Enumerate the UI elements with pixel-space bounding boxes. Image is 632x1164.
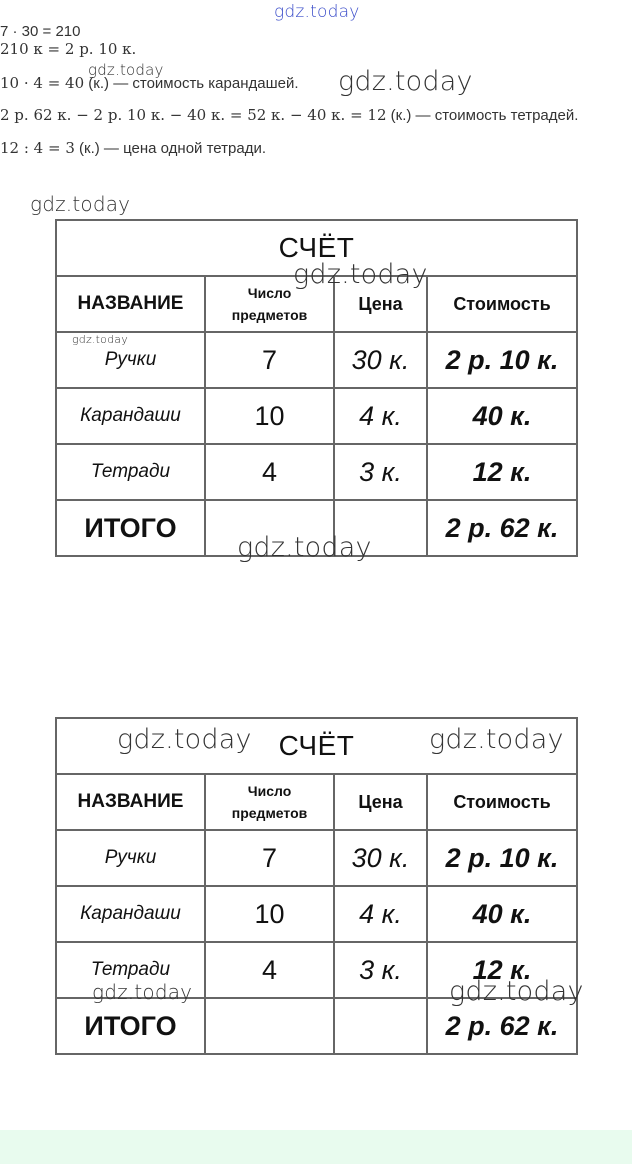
table-row <box>56 942 577 998</box>
item-price: 4 к. <box>334 388 427 444</box>
empty-cell <box>205 998 334 1054</box>
watermark: gdz.today <box>30 192 131 216</box>
header-name: НАЗВАНИЕ <box>56 774 205 830</box>
header-cost: Стоимость <box>427 774 577 830</box>
total-row <box>56 500 577 556</box>
watermark: gdz.today <box>88 61 164 79</box>
watermark: gdz.today <box>72 333 128 346</box>
table-row <box>56 444 577 500</box>
total-label: ИТОГО <box>56 998 205 1054</box>
item-price: 30 к. <box>334 830 427 886</box>
total-cost: 2 р. 62 к. <box>427 998 577 1054</box>
empty-cell <box>334 998 427 1054</box>
bill-table-2 <box>55 717 578 1055</box>
item-name: Карандаши <box>56 388 205 444</box>
empty-cell <box>205 500 334 556</box>
solution-line-4: 12 : 4 = 3 (к.) — цена одной тетради. <box>0 139 266 157</box>
item-cost: 12 к. <box>427 444 577 500</box>
bill-title: СЧЁТ <box>56 220 577 276</box>
item-cost: 40 к. <box>427 886 577 942</box>
item-price: 30 к. <box>334 332 427 388</box>
total-cost: 2 р. 62 к. <box>427 500 577 556</box>
item-count: 10 <box>205 886 334 942</box>
header-price: Цена <box>334 276 427 332</box>
watermark: gdz.today <box>338 66 473 97</box>
item-cost: 2 р. 10 к. <box>427 830 577 886</box>
item-count: 7 <box>205 332 334 388</box>
solution-line-3: 2 р. 62 к. − 2 р. 10 к. − 40 к. = 52 к. − 40 к. = 12 (к.) — стоимость тетрадей. <box>0 106 579 124</box>
item-count: 10 <box>205 388 334 444</box>
item-cost: 12 к. <box>427 942 577 998</box>
table-row <box>56 830 577 886</box>
watermark: gdz.today <box>117 724 252 755</box>
header-count: Число предметов <box>205 276 334 332</box>
item-name: Ручки <box>56 830 205 886</box>
total-label: ИТОГО <box>56 500 205 556</box>
table-row <box>56 332 577 388</box>
item-count: 7 <box>205 830 334 886</box>
item-name: Ручки <box>56 332 205 388</box>
watermark-top: gdz.today <box>274 2 360 22</box>
item-price: 4 к. <box>334 886 427 942</box>
item-count: 4 <box>205 444 334 500</box>
header-price: Цена <box>334 774 427 830</box>
footer-band <box>0 1130 632 1164</box>
watermark: gdz.today <box>449 976 584 1007</box>
cut-solution-line: 7 · 30 = 210 <box>0 23 81 40</box>
item-name: Карандаши <box>56 886 205 942</box>
item-cost: 40 к. <box>427 388 577 444</box>
solution-line-2: 10 · 4 = 40 (к.) — стоимость карандашей. <box>0 74 299 92</box>
item-name: Тетради <box>56 444 205 500</box>
total-row <box>56 998 577 1054</box>
item-name: Тетради <box>56 942 205 998</box>
empty-cell <box>334 500 427 556</box>
watermark: gdz.today <box>237 532 372 563</box>
item-cost: 2 р. 10 к. <box>427 332 577 388</box>
table-row <box>56 886 577 942</box>
solution-line-1: 210 к = 2 р. 10 к. <box>0 40 137 58</box>
item-price: 3 к. <box>334 942 427 998</box>
bill-table-1 <box>55 219 578 557</box>
watermark: gdz.today <box>92 980 193 1004</box>
item-price: 3 к. <box>334 444 427 500</box>
watermark: gdz.today <box>293 259 428 290</box>
header-cost: Стоимость <box>427 276 577 332</box>
bill-title: СЧЁТ <box>56 718 577 774</box>
table-row <box>56 388 577 444</box>
header-count: Число предметов <box>205 774 334 830</box>
watermark: gdz.today <box>429 724 564 755</box>
header-name: НАЗВАНИЕ <box>56 276 205 332</box>
item-count: 4 <box>205 942 334 998</box>
